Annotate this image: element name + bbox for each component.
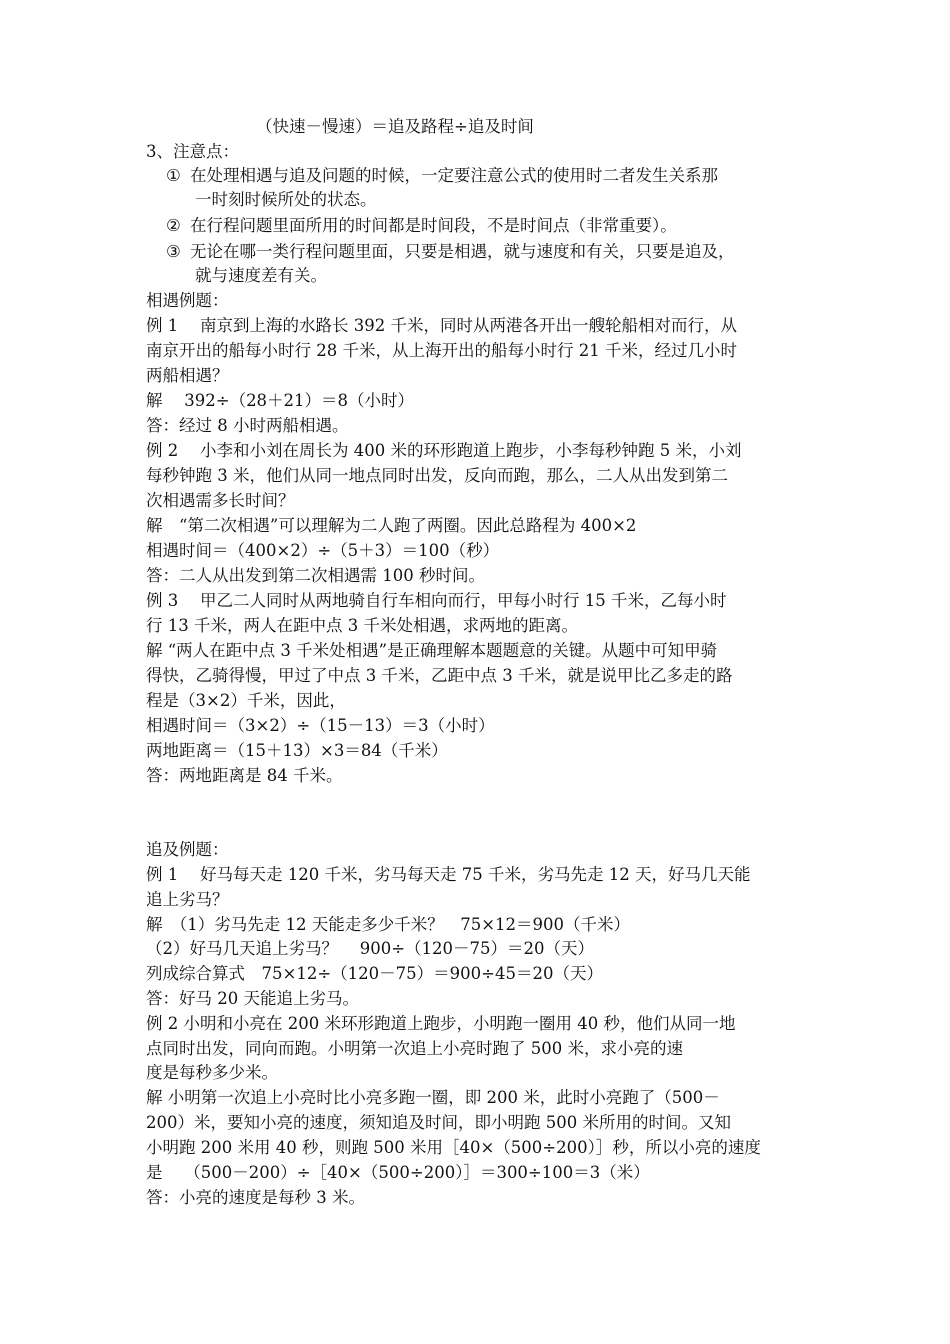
chase-ex2-line: 例 2 小明和小亮在 200 米环形跑道上跑步，小明跑一圈用 40 秒，他们从同一地: [146, 1014, 736, 1033]
chase-ex2-solution: 是 （500－200）÷［40×（500÷200）］＝300÷100＝3（米）: [146, 1163, 650, 1182]
chase-ex1-line: 追上劣马？: [146, 890, 229, 909]
note-text-1a: 在处理相遇与追及问题的时候，一定要注意公式的使用时二者发生关系那: [190, 166, 718, 185]
note-marker-3: ③: [166, 242, 181, 261]
meeting-ex3-solution: 相遇时间＝（3×2）÷（15－13）＝3（小时）: [146, 716, 495, 735]
meeting-ex2-solution: 相遇时间＝（400×2）÷（5＋3）＝100（秒）: [146, 541, 500, 560]
meeting-ex3-line: 行 13 千米，两人在距中点 3 千米处相遇，求两地的距离。: [146, 616, 578, 635]
meeting-ex2-line: 例 2 小李和小刘在周长为 400 米的环形跑道上跑步，小李每秒钟跑 5 米，小刘: [146, 441, 742, 460]
meeting-ex3-answer: 答：两地距离是 84 千米。: [146, 766, 343, 785]
meeting-ex3-solution: 得快，乙骑得慢，甲过了中点 3 千米，乙距中点 3 千米，就是说甲比乙多走的路: [146, 666, 733, 685]
note-text-3b: 就与速度差有关。: [195, 266, 327, 285]
meeting-ex3-solution: 两地距离＝（15＋13）×3＝84（千米）: [146, 741, 448, 760]
notes-heading: 3、注意点：: [146, 142, 239, 161]
meeting-ex2-answer: 答：二人从出发到第二次相遇需 100 秒时间。: [146, 566, 485, 585]
chase-ex2-line: 点同时出发，同向而跑。小明第一次追上小亮时跑了 500 米，求小亮的速: [146, 1039, 683, 1058]
chase-ex2-solution: 小明跑 200 米用 40 秒，则跑 500 米用［40×（500÷200）］秒，所以小亮的速度: [146, 1138, 761, 1157]
chase-ex1-solution: （2）好马几天追上劣马？ 900÷（120－75）＝20（天）: [146, 939, 595, 958]
meeting-ex2-line: 每秒钟跑 3 米，他们从同一地点同时出发，反向而跑，那么，二人从出发到第二: [146, 466, 728, 485]
chase-ex1-solution: 列成综合算式 75×12÷（120－75）＝900÷45＝20（天）: [146, 964, 603, 983]
chase-ex2-answer: 答：小亮的速度是每秒 3 米。: [146, 1188, 365, 1207]
meeting-ex1-answer: 答：经过 8 小时两船相遇。: [146, 416, 349, 435]
note-item-3: [166, 240, 735, 264]
note-text-3a: 无论在哪一类行程问题里面，只要是相遇，就与速度和有关，只要是追及，: [190, 242, 735, 261]
note-text-1b: 一时刻时候所处的状态。: [195, 190, 377, 209]
note-item-2: [166, 214, 677, 238]
chase-ex2-line: 度是每秒多少米。: [146, 1063, 278, 1082]
meeting-ex1-solution: 解 392÷（28＋21）＝8（小时）: [146, 391, 415, 410]
chase-ex1-answer: 答：好马 20 天能追上劣马。: [146, 989, 359, 1008]
note-item-1: [166, 164, 718, 188]
note-marker-1: ①: [166, 166, 181, 185]
meeting-heading: 相遇例题：: [146, 291, 229, 310]
chase-ex1-solution: 解 （1）劣马先走 12 天能走多少千米？ 75×12＝900（千米）: [146, 915, 631, 934]
meeting-ex1-line: 两船相遇？: [146, 366, 229, 385]
meeting-ex1-line: 南京开出的船每小时行 28 千米，从上海开出的船每小时行 21 千米，经过几小时: [146, 341, 737, 360]
note-text-2: 在行程问题里面所用的时间都是时间段，不是时间点（非常重要）。: [190, 216, 677, 235]
meeting-ex1-line: 例 1 南京到上海的水路长 392 千米，同时从两港各开出一艘轮船相对而行，从: [146, 316, 737, 335]
meeting-ex3-solution: 解 “两人在距中点 3 千米处相遇”是正确理解本题题意的关键。从题中可知甲骑: [146, 641, 718, 660]
meeting-ex2-line: 次相遇需多长时间？: [146, 491, 295, 510]
chase-ex2-solution: 200）米，要知小亮的速度，须知追及时间，即小明跑 500 米所用的时间。又知: [146, 1113, 731, 1132]
chase-ex1-line: 例 1 好马每天走 120 千米，劣马每天走 75 千米，劣马先走 12 天，好马几天能: [146, 865, 751, 884]
note-marker-2: ②: [166, 216, 181, 235]
meeting-ex2-solution: 解 “第二次相遇”可以理解为二人跑了两圈。因此总路程为 400×2: [146, 516, 637, 535]
meeting-ex3-solution: 程是（3×2）千米，因此，: [146, 691, 346, 710]
chase-heading: 追及例题：: [146, 840, 229, 859]
meeting-ex3-line: 例 3 甲乙二人同时从两地骑自行车相向而行，甲每小时行 15 千米，乙每小时: [146, 591, 727, 610]
chase-ex2-solution: 解 小明第一次追上小亮时比小亮多跑一圈，即 200 米，此时小亮跑了（500－: [146, 1088, 720, 1107]
formula-line: （快速－慢速）＝追及路程÷追及时间: [256, 117, 534, 136]
